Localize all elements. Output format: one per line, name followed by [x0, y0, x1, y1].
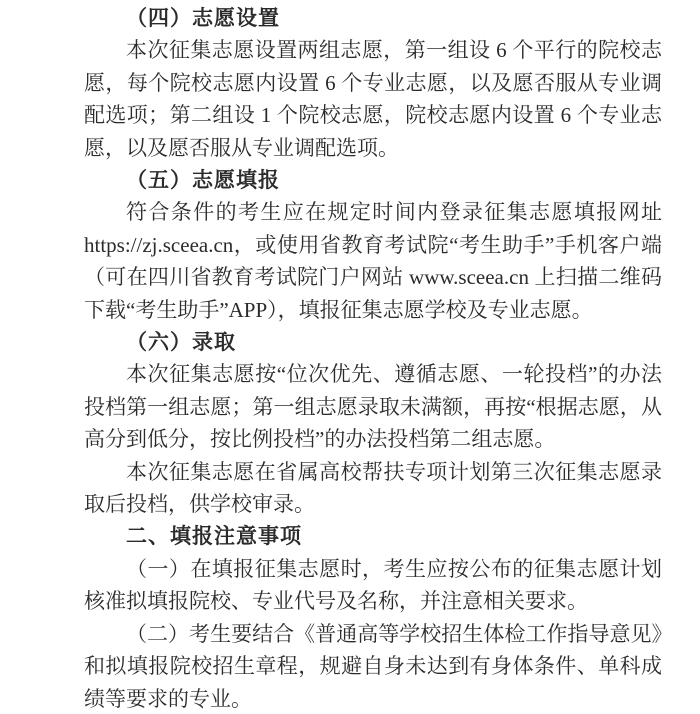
paragraph-note-2: （二）考生要结合《普通高等学校招生体检工作指导意见》和拟填报院校招生章程，规避自身未达到有身体条件、单科成绩等要求的专业。 [84, 621, 662, 711]
heading-admission: （六）录取 [126, 330, 236, 355]
paragraph-note-1: （一）在填报征集志愿时，考生应按公布的征集志愿计划核准拟填报院校、专业代号及名称，并注意相关要求。 [84, 556, 662, 614]
paragraph-volunteer-setup: 本次征集志愿设置两组志愿，第一组设 6 个平行的院校志愿，每个院校志愿内设置 6 个专业志愿，以及愿否服从专业调配选项；第二组设 1 个院校志愿，院校志愿内设置 6 个专业志愿，以及愿否服从专业调配选项。 [84, 38, 662, 160]
paragraph-admission-method: 本次征集志愿按“位次优先、遵循志愿、一轮投档”的办法投档第一组志愿；第一组志愿录取未满额，再按“根据志愿，从高分到低分，按比例投档”的办法投档第二组志愿。 [84, 362, 662, 452]
heading-volunteer-setup: （四）志愿设置 [126, 6, 280, 30]
paragraph-admission-order: 本次征集志愿在省属高校帮扶专项计划第三次征集志愿录取后投档，供学校审录。 [84, 459, 662, 517]
document-body [84, 2, 662, 714]
heading-volunteer-filing: （五）志愿填报 [126, 168, 280, 193]
paragraph-volunteer-filing: 符合条件的考生应在规定时间内登录征集志愿填报网址 https://zj.sceea.cn，或使用省教育考试院“考生助手”手机客户端（可在四川省教育考试院门户网站 www.sceea.cn 上扫描二维码下载“考生助手”APP），填报征集志愿学校及专业志愿。 [84, 200, 662, 322]
heading-filing-notes: 二、填报注意事项 [126, 524, 302, 548]
